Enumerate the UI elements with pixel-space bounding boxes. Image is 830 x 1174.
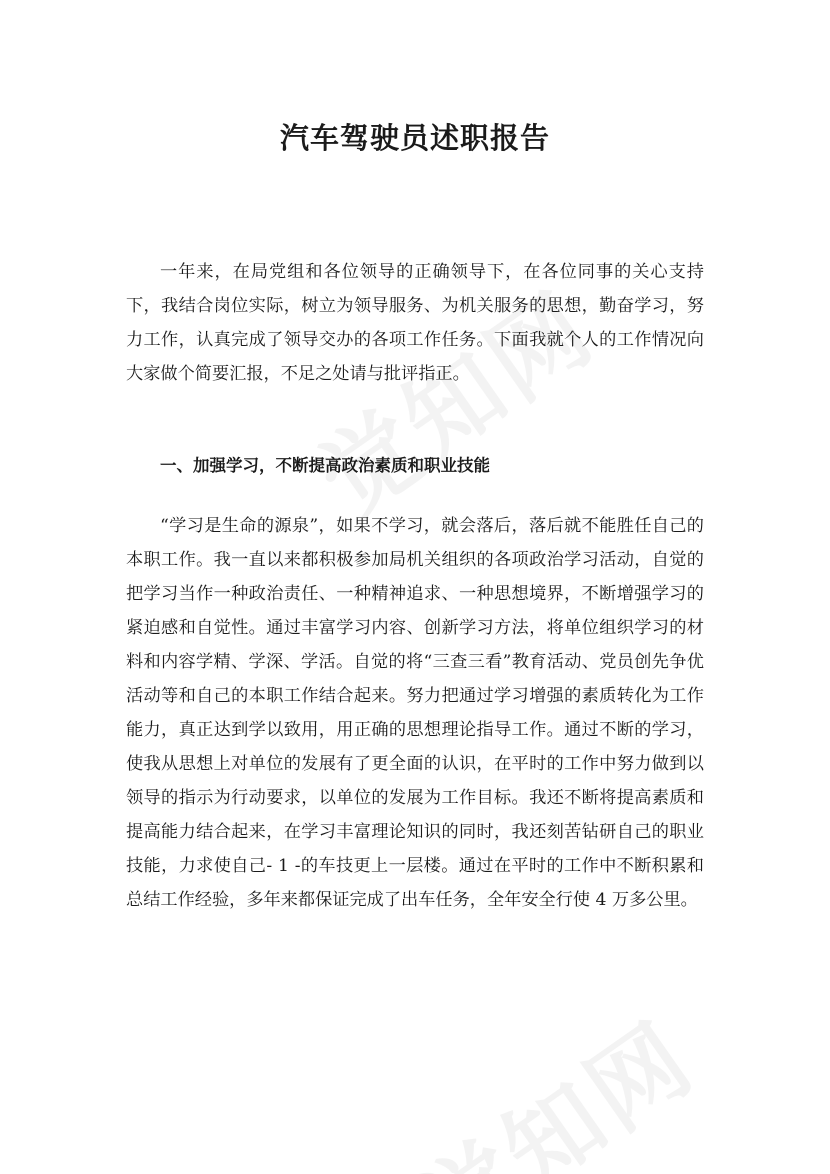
document-title: 汽车驾驶员述职报告 — [279, 121, 550, 155]
section-1-paragraph: “学习是生命的源泉”，如果不学习，就会落后，落后就不能胜任自己的本职工作。我一直以来都积极参加局机关组织的各项政治学习活动，自觉的把学习当作一种政治责任、一种精神追求、一种思想境界，不断增强学习的紧迫感和自觉性。通过丰富学习内容、创新学习方法，将单位组织学习的材料和内容学精、学深、学活。自觉的将“三查三看”教育活动、党员创先争优活动等和自己的本职工作结合起来。努力把通过学习增强的素质转化为工作能力，真正达到学以致用，用正确的思想理论指导工作。通过不断的学习，使我从思想上对单位的发展有了更全面的认识，在平时的工作中努力做到以领导的指示为行动要求，以单位的发展为工作目标。我还不断将提高素质和提高能力结合起来，在学习丰富理论知识的同时，我还刻苦钻研自己的职业技能，力求使自己- 1 -的车技更上一层楼。通过在平时的工作中不断积累和总结工作经验，多年来都保证完成了出车任务，全年安全行使 4 万多公里。 — [126, 516, 704, 910]
section-heading-1: 一、加强学习，不断提高政治素质和职业技能 — [160, 456, 490, 475]
watermark — [388, 985, 717, 1174]
intro-paragraph: 一年来，在局党组和各位领导的正确领导下，在各位同事的关心支持下，我结合岗位实际，树立为领导服务、为机关服务的思想，勤奋学习，努力工作，认真完成了领导交办的各项工作任务。下面我就个人的工作情况向大家做个简要汇报，不足之处请与批评指正。 — [126, 262, 704, 384]
